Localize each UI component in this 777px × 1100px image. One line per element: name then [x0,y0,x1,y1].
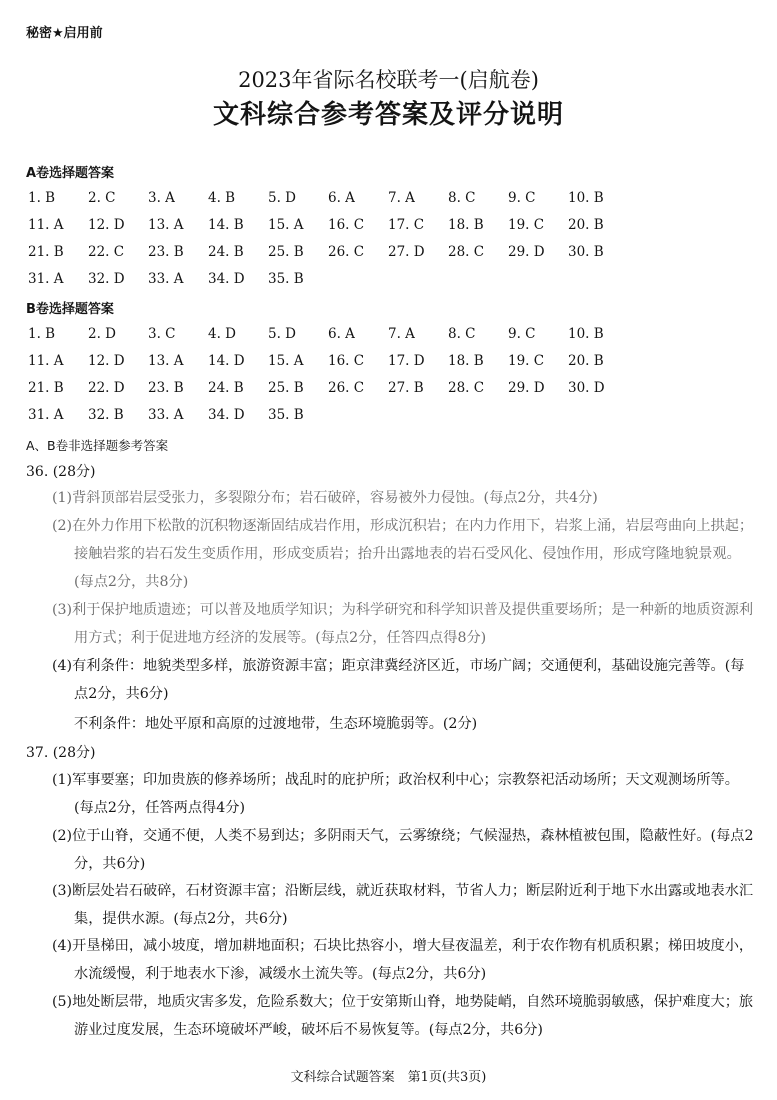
answer-item: 35. B [268,271,304,287]
answer-item: 8. C [448,326,476,342]
confidential-label: 秘密★启用前 [26,26,103,41]
answer-item: 12. D [88,353,125,369]
question-36-part-4: (4)有利条件：地貌类型多样，旅游资源丰富；距京津冀经济区近，市场广阔；交通便利，基础设施完善等。(每点2分，共6分) [52,658,745,702]
answer-item: 3. A [148,190,175,206]
nonchoice-heading: A、B卷非选择题参考答案 [26,438,169,453]
answer-item: 1. B [28,326,56,342]
section-a-heading: A卷选择题答案 [26,166,115,181]
answer-item: 12. D [88,217,125,233]
answer-item: 17. D [388,353,425,369]
question-37-part-2: (2)位于山脊，交通不便，人类不易到达；多阴雨天气，云雾缭绕；气候湿热，森林植被包围，隐蔽性好。(每点2分，共6分) [52,828,754,872]
answer-item: 27. B [388,380,424,396]
answer-item: 25. B [268,380,304,396]
answer-item: 20. B [568,217,604,233]
question-37-part-5: (5)地处断层带，地质灾害多发，危险系数大；位于安第斯山脊，地势陡峭，自然环境脆弱敏感，保护难度大；旅游业过度发展，生态环境破坏严峻，破坏后不易恢复等。(每点2分，共6分) [52,994,754,1038]
answer-item: 16. C [328,353,365,369]
question-36-part-1: (1)背斜顶部岩层受张力，多裂隙分布；岩石破碎，容易被外力侵蚀。(每点2分，共4分) [52,490,598,506]
question-36-part-4-unfavorable: 不利条件：地处平原和高原的过渡地带，生态环境脆弱等。(2分) [74,716,478,732]
question-37-part-3: (3)断层处岩石破碎，石材资源丰富；沿断层线，就近获取材料，节省人力；断层附近利于地下水出露或地表水汇集，提供水源。(每点2分，共6分) [52,883,754,927]
answer-item: 33. A [148,271,184,287]
answer-item: 21. B [28,380,64,396]
answer-item: 26. C [328,244,365,260]
answer-item: 7. A [388,190,415,206]
exam-title: 2023年省际名校联考一(启航卷) [238,68,539,92]
answer-item: 14. D [208,353,245,369]
answer-item: 31. A [28,407,64,423]
answer-item: 18. B [448,217,484,233]
answer-item: 28. C [448,244,485,260]
question-36-part-2: (2)在外力作用下松散的沉积物逐渐固结成岩作用，形成沉积岩；在内力作用下，岩浆上涌，岩层弯曲向上拱起；接触岩浆的岩石发生变质作用，形成变质岩；抬升出露地表的岩石受风化、侵蚀作用，形成穹隆地貌景观。(每点2分，共8分) [52,518,754,590]
answer-item: 10. B [568,190,604,206]
answer-item: 20. B [568,353,604,369]
answer-item: 4. D [208,326,236,342]
answer-item: 29. D [508,380,545,396]
answer-item: 24. B [208,244,244,260]
answer-item: 15. A [268,353,304,369]
answer-item: 6. A [328,190,355,206]
answer-item: 22. D [88,380,125,396]
section-b-answer-grid [28,324,668,426]
answer-item: 13. A [148,353,184,369]
answer-item: 34. D [208,407,245,423]
answer-item: 26. C [328,380,365,396]
answer-item: 21. B [28,244,64,260]
question-36-title: 36. (28分) [26,464,96,480]
answer-item: 17. C [388,217,425,233]
answer-item: 16. C [328,217,365,233]
answer-item: 32. B [88,407,124,423]
answer-item: 14. B [208,217,244,233]
document-title: 文科综合参考答案及评分说明 [212,100,564,130]
answer-item: 13. A [148,217,184,233]
answer-item: 9. C [508,326,536,342]
answer-item: 35. B [268,407,304,423]
answer-item: 27. D [388,244,425,260]
answer-item: 1. B [28,190,56,206]
answer-item: 22. C [88,244,125,260]
question-37-part-1: (1)军事要塞；印加贵族的修养场所；战乱时的庇护所；政治权利中心；宗教祭祀活动场所；天文观测场所等。(每点2分，任答两点得4分) [52,772,739,816]
answer-item: 33. A [148,407,184,423]
answer-item: 24. B [208,380,244,396]
question-37-title: 37. (28分) [26,745,96,761]
answer-item: 19. C [508,353,545,369]
answer-item: 4. B [208,190,236,206]
answer-item: 2. C [88,190,116,206]
section-a-answer-grid [28,188,668,290]
answer-item: 25. B [268,244,304,260]
answer-item: 2. D [88,326,116,342]
answer-item: 30. D [568,380,605,396]
answer-item: 30. B [568,244,604,260]
answer-item: 5. D [268,326,296,342]
answer-item: 15. A [268,217,304,233]
answer-item: 32. D [88,271,125,287]
question-36-part-3: (3)利于保护地质遗迹；可以普及地质学知识；为科学研究和科学知识普及提供重要场所；是一种新的地质资源利用方式；利于促进地方经济的发展等。(每点2分，任答四点得8分) [52,602,754,646]
answer-item: 6. A [328,326,355,342]
answer-item: 10. B [568,326,604,342]
answer-item: 11. A [28,353,64,369]
answer-item: 9. C [508,190,536,206]
answer-item: 31. A [28,271,64,287]
answer-item: 3. C [148,326,176,342]
page-footer: 文科综合试题答案 第1页(共3页) [290,1070,487,1085]
answer-item: 23. B [148,380,184,396]
answer-item: 18. B [448,353,484,369]
answer-item: 5. D [268,190,296,206]
answer-item: 28. C [448,380,485,396]
section-b-heading: B卷选择题答案 [26,302,114,317]
question-37-part-4: (4)开垦梯田，减小坡度，增加耕地面积；石块比热容小，增大昼夜温差，利于农作物有机质积累；梯田坡度小，水流缓慢，利于地表水下渗，减缓水土流失等。(每点2分，共6分) [52,938,754,982]
answer-item: 34. D [208,271,245,287]
answer-item: 19. C [508,217,545,233]
answer-item: 29. D [508,244,545,260]
answer-item: 23. B [148,244,184,260]
answer-item: 11. A [28,217,64,233]
answer-item: 7. A [388,326,415,342]
answer-item: 8. C [448,190,476,206]
